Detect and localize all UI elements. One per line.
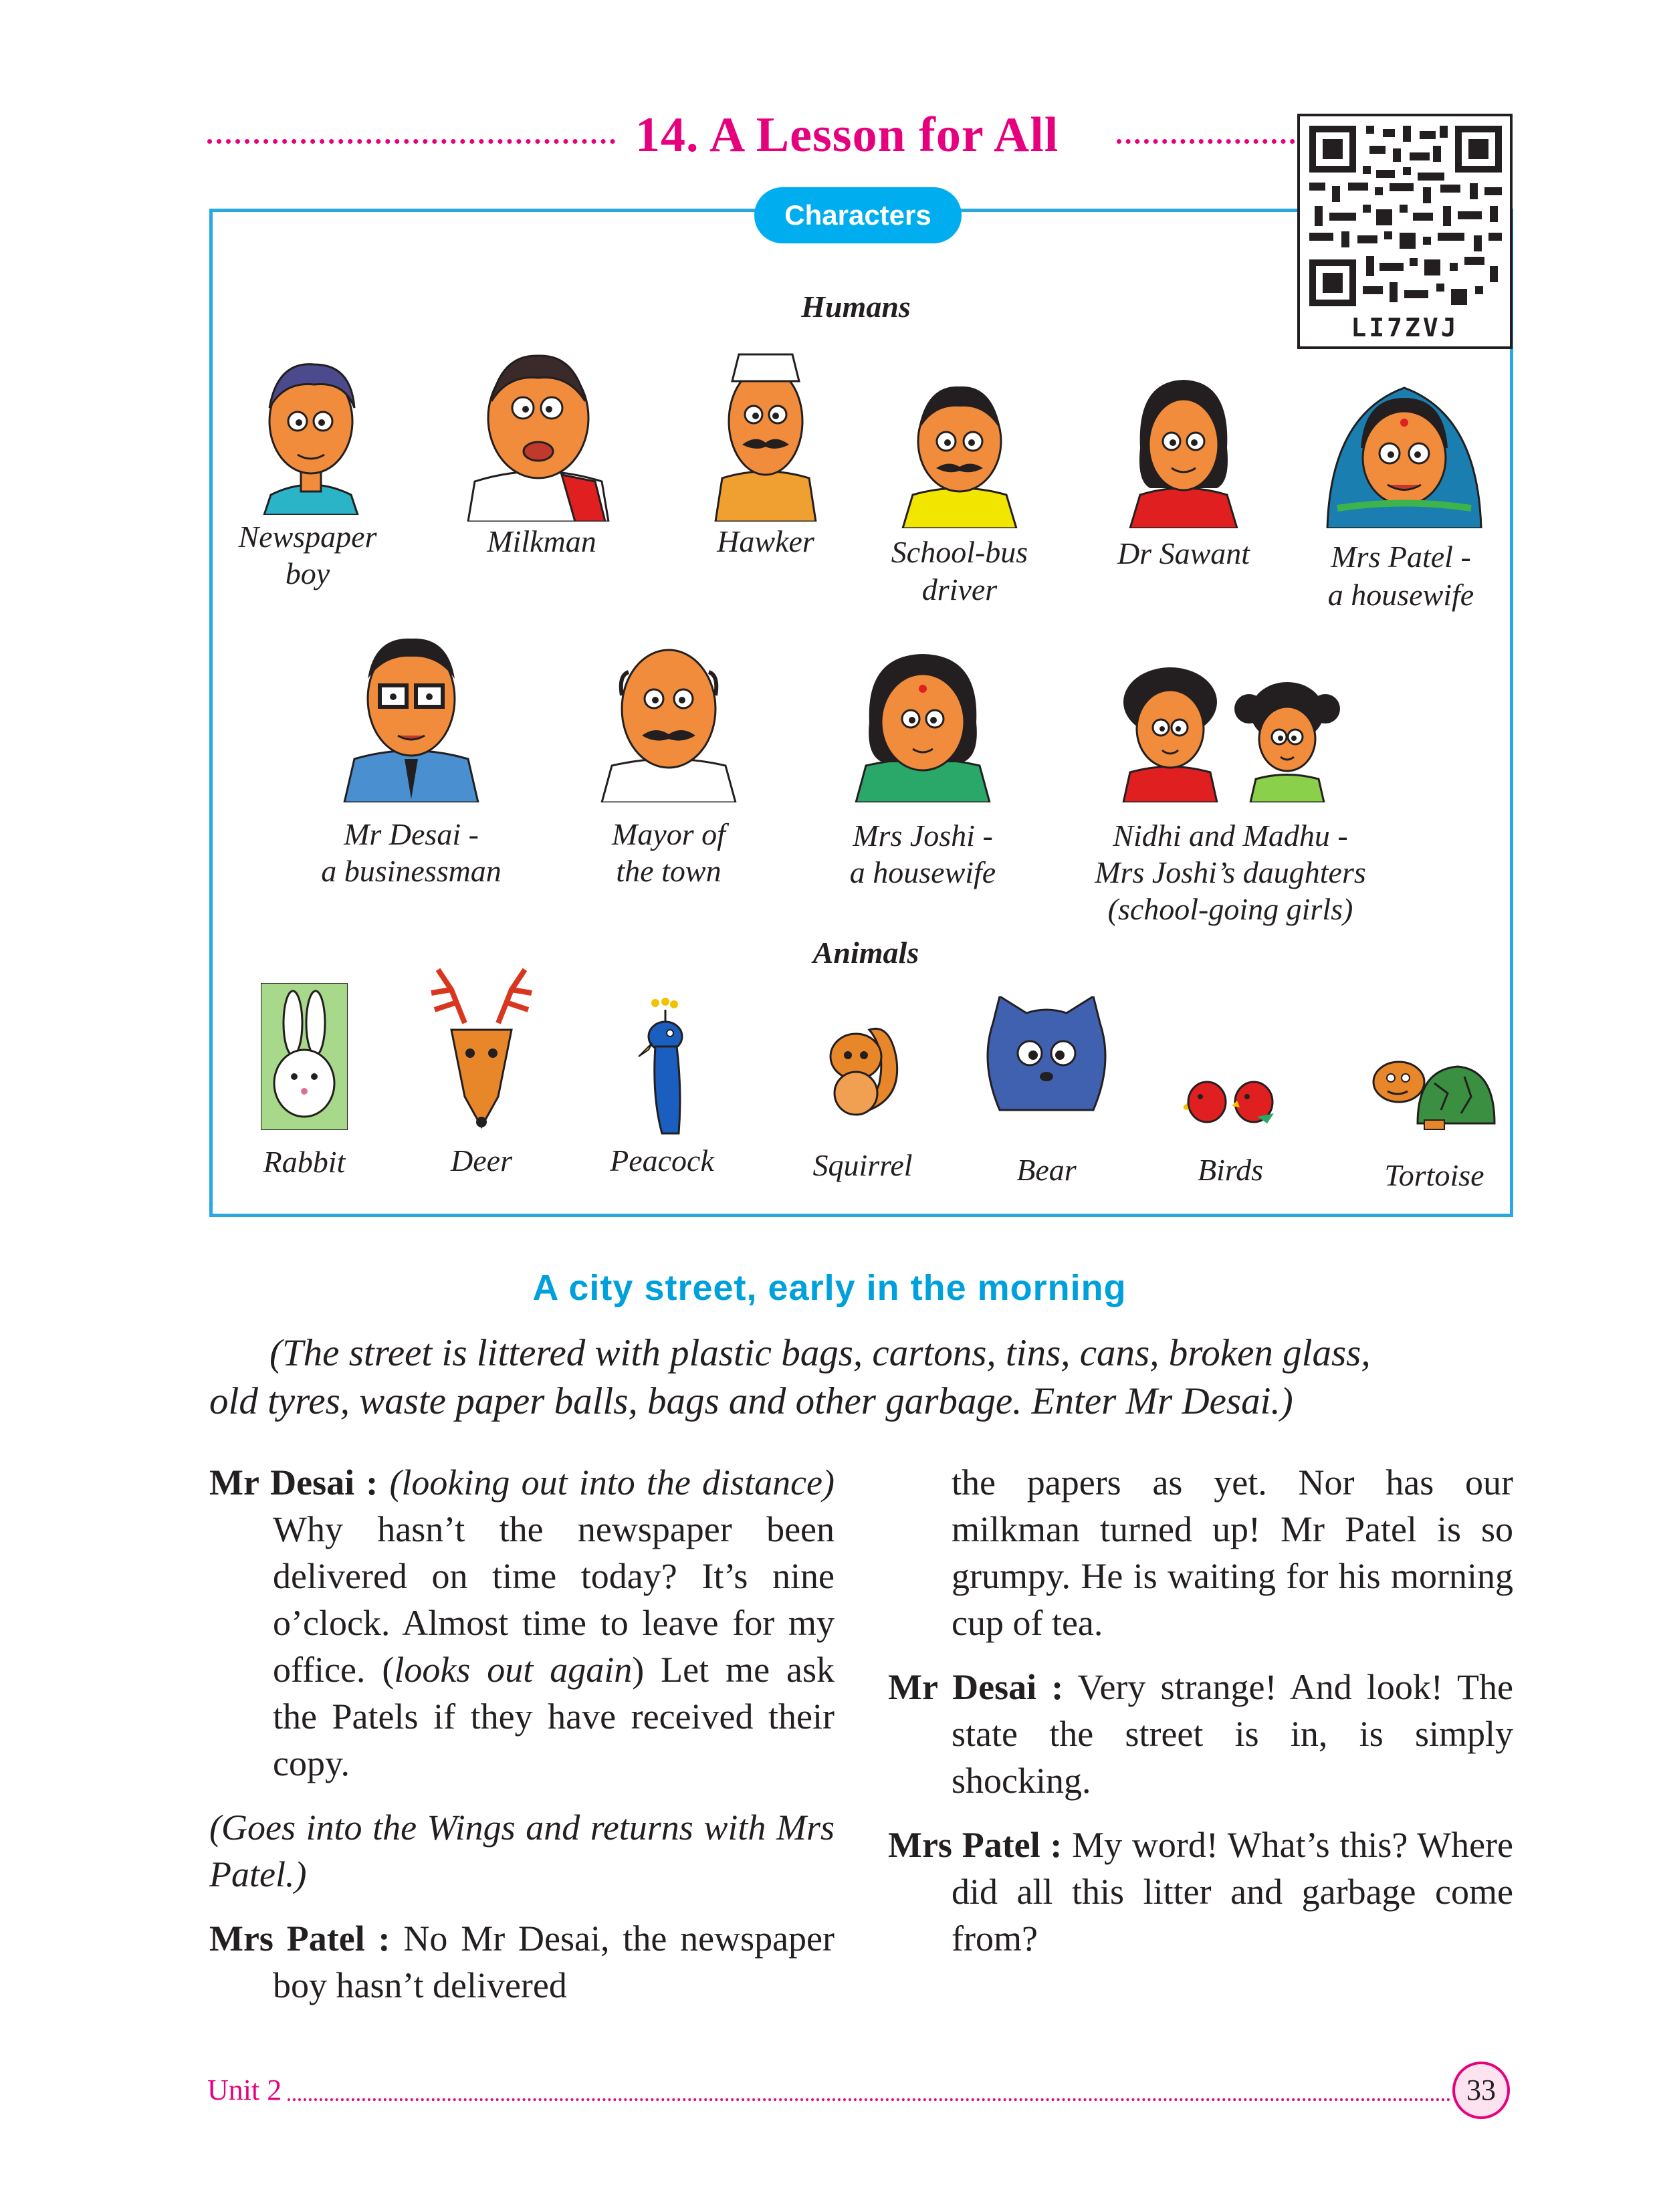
animal-label: Tortoise <box>1384 1158 1484 1192</box>
qr-pattern <box>1309 126 1502 306</box>
animal-label: Birds <box>1198 1153 1263 1187</box>
label-line-1: Nidhi and Madhu - <box>1113 818 1348 853</box>
speech: Why hasn’t the newspaper been delivered on time today? It’s nine o’clock. Almost time to leave for my office. ( <box>273 1509 835 1690</box>
stage-direction-line-1: (The street is littered with plastic bags, cartons, tins, cans, broken glass, <box>269 1332 1371 1374</box>
character-mayor <box>575 635 762 889</box>
qr-code[interactable] <box>1297 114 1513 349</box>
label-line-2: a housewife <box>1327 578 1474 612</box>
title-dots-right <box>1117 139 1304 144</box>
dialogue-mrs-patel-2 <box>888 1821 1513 1962</box>
animal-tortoise <box>1357 1057 1511 1197</box>
tortoise-illustration <box>1371 1057 1498 1130</box>
squirrel-illustration <box>822 1016 903 1117</box>
stage-note-goes-into-wings: (Goes into the Wings and returns with Mrs Patel.) <box>209 1807 835 1894</box>
speaker: Mr Desai : <box>209 1462 378 1503</box>
page-title: 14. A Lesson for All <box>635 108 1059 162</box>
characters-pill: Characters <box>754 187 962 243</box>
label-line-1: Mrs Patel - <box>1331 540 1471 574</box>
character-newspaper-boy <box>227 334 388 602</box>
speaker: Mr Desai : <box>888 1667 1064 1707</box>
stage-direction <box>209 1329 1513 1426</box>
title-dots-left <box>207 139 615 144</box>
bear-illustration <box>980 996 1113 1117</box>
humans-heading: Humans <box>801 290 911 324</box>
character-mrs-patel <box>1304 374 1498 622</box>
label-line-1: Dr Sawant <box>1117 536 1250 570</box>
label-line-3: (school-going girls) <box>1107 892 1353 926</box>
label-line-1: Newspaper <box>238 520 377 554</box>
scene-heading: A city street, early in the morning <box>532 1268 1127 1308</box>
animal-peacock <box>595 996 729 1197</box>
label-line-1: Mrs Joshi - <box>853 818 993 853</box>
stage-note: looks out again <box>394 1650 633 1690</box>
speech: ) Let me ask the Patels if they have received their copy. <box>273 1650 835 1783</box>
animals-heading: Animals <box>812 935 919 970</box>
label-line-2: a housewife <box>849 855 996 889</box>
dialogue-mrs-patel-1 <box>209 1915 835 2009</box>
speaker: Mrs Patel : <box>209 1918 391 1959</box>
title-row <box>207 107 1304 174</box>
dr-sawant-illustration <box>1123 368 1244 528</box>
newspaper-boy-illustration <box>251 334 371 515</box>
animal-rabbit <box>247 983 381 1197</box>
character-mrs-joshi <box>822 642 1023 889</box>
character-hawker <box>689 334 843 575</box>
rabbit-illustration <box>261 983 348 1130</box>
dialogue-mrs-patel-continued: the papers as yet. Nor has our milkman turned up! Mr Patel is so grumpy. He is waiting for his morning cup of tea. <box>952 1462 1513 1643</box>
label-line-1: Milkman <box>487 524 596 558</box>
animal-label: Peacock <box>610 1143 714 1178</box>
speech: My word! What’s this? Where did all this litter and garbage come from? <box>952 1825 1514 1959</box>
hawker-illustration <box>705 334 826 522</box>
mr-desai-illustration <box>341 622 481 802</box>
character-nidhi-and-madhu <box>1070 662 1391 929</box>
label-line-1: Hawker <box>717 524 814 558</box>
mayor-illustration <box>595 635 742 802</box>
animal-squirrel <box>789 1016 936 1197</box>
deer-illustration <box>425 963 538 1130</box>
dialogue-mr-desai-1 <box>209 1459 835 1787</box>
dialogue-mr-desai-2 <box>888 1664 1513 1804</box>
label-line-2: the town <box>616 854 722 888</box>
milkman-illustration <box>461 348 615 522</box>
nidhi-and-madhu-illustration <box>1117 662 1344 802</box>
mrs-joshi-illustration <box>849 642 996 802</box>
label-line-1: Mr Desai - <box>344 817 479 851</box>
page-number: 33 <box>1452 2062 1510 2119</box>
label-line-1: School-bus <box>891 535 1028 569</box>
peacock-illustration <box>629 996 695 1137</box>
label-line-2: boy <box>285 556 330 590</box>
character-mr-desai <box>294 622 528 889</box>
stage-direction-line-2: old tyres, waste paper balls, bags and other garbage. Enter Mr Desai.) <box>209 1380 1293 1422</box>
dialogue-right-column <box>888 1459 1513 1962</box>
animal-birds <box>1164 1077 1297 1204</box>
character-dr-sawant <box>1097 368 1270 582</box>
qr-code-label: LI7ZVJ <box>1351 313 1459 342</box>
animal-label: Deer <box>451 1143 512 1178</box>
label-line-1: Mayor of <box>612 817 726 851</box>
speaker: Mrs Patel : <box>888 1825 1063 1865</box>
animal-bear <box>970 996 1123 1197</box>
animal-label: Rabbit <box>263 1145 346 1179</box>
animal-label: Bear <box>1016 1153 1077 1187</box>
animal-deer <box>415 963 548 1190</box>
speech: Very strange! And look! The state the street is in, is simply shocking. <box>952 1667 1513 1801</box>
character-school-bus-driver <box>869 368 1050 615</box>
speech: No Mr Desai, the newspaper boy hasn’t delivered <box>273 1918 835 2005</box>
label-line-2: driver <box>921 572 998 606</box>
birds-illustration <box>1184 1077 1277 1123</box>
label-line-2: Mrs Joshi’s daughters <box>1095 855 1366 889</box>
character-milkman <box>455 334 629 575</box>
dialogue-left-column <box>209 1459 835 2009</box>
animal-label: Squirrel <box>812 1148 913 1182</box>
footer-unit: Unit 2 <box>207 2074 282 2106</box>
stage-note: (looking out into the distance) <box>389 1462 835 1503</box>
mrs-patel-illustration <box>1324 374 1484 528</box>
school-bus-driver-illustration <box>896 368 1023 528</box>
footer-dots <box>288 2098 1451 2101</box>
label-line-2: a businessman <box>321 854 502 888</box>
